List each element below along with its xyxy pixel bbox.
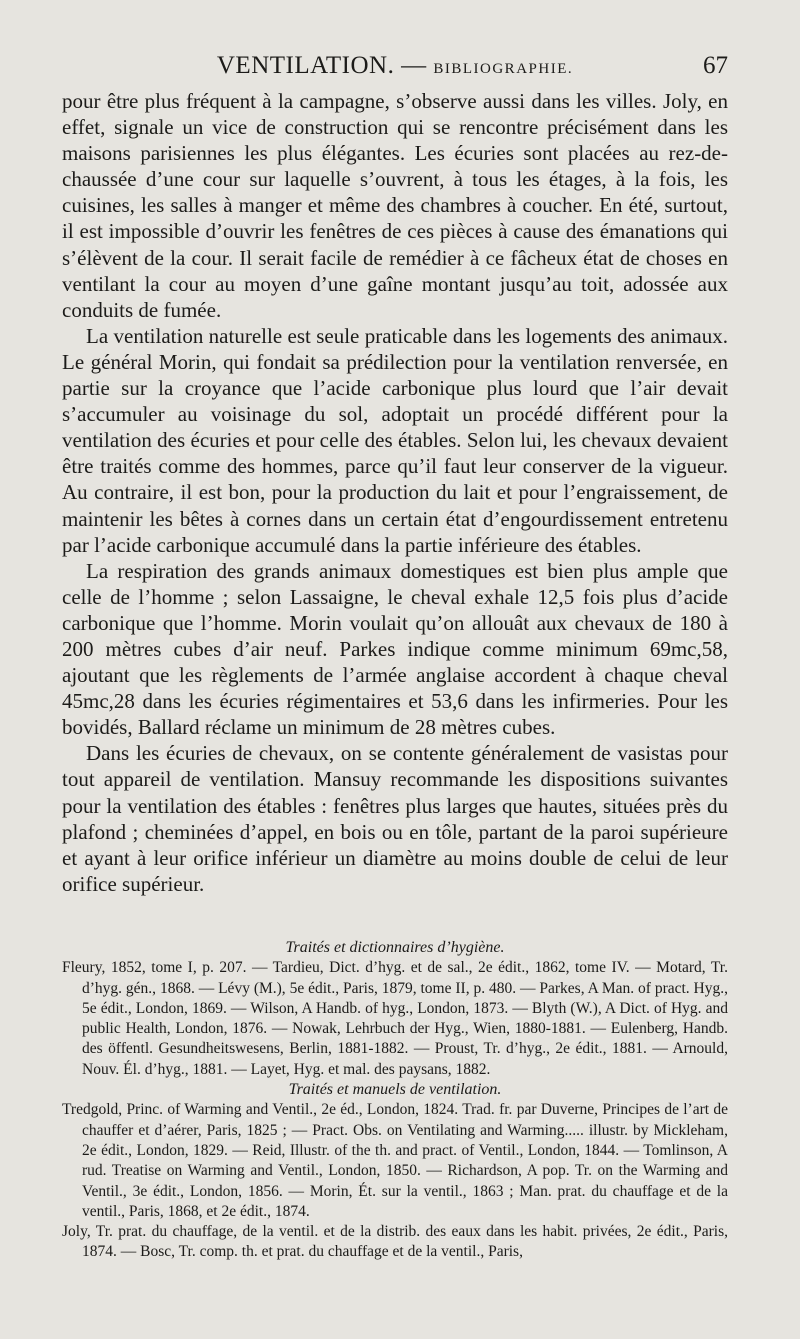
running-title-main: VENTILATION. — (216, 52, 434, 79)
running-header (62, 52, 728, 86)
bibliography (62, 938, 728, 1263)
bibliography-entry: Fleury, 1852, tome I, p. 207. — Tardieu, Dict. d’hyg. et de sal., 2e édit., 1862, tome IV. — Motard, Tr. d’hyg. gén., 1868. — Lévy (M.), 5e édit., Paris, 1879, tome II, p. 480. — Parkes, A Man. of pract. Hyg., 5e édit., London, 1869. — Wilson, A Handb. of hyg., London, 1873. — Blyth (W.), A Dict. of Hyg. and public Health, London, 1876. — Nowak, Lehrbuch der Hyg., Wien, 1880-1881. — Eulenberg, Handb. des öffentl. Gesundheitswesens, Berlin, 1881-1882. — Proust, Tr. d’hyg., 2e édit., 1881. — Arnould, Nouv. Él. d’hyg., 1881. — Layet, Hyg. et mal. des paysans, 1882. (62, 959, 728, 1078)
bibliography-entry: Joly, Tr. prat. du chauffage, de la ventil. et de la distrib. des eaux dans les habit. privées, 2e édit., Paris, 1874. — Bosc, Tr. comp. th. et prat. du chauffage et de la ventil., Paris, (62, 1223, 728, 1261)
running-title-section: BIBLIOGRAPHIE. (433, 61, 574, 77)
paragraph: La ventilation naturelle est seule praticable dans les logements des animaux. Le général Morin, qui fondait sa prédilection pour la ventilation renversée, en partie sur la croyance que l’acide carbonique plus lourd que l’air devait s’accumuler au voisinage du sol, adoptait un procédé différent pour la ventilation des écuries et pour celle des étables. Selon lui, les chevaux devaient être traités comme des hommes, parce qu’il faut leur conserver de la vigueur. Au contraire, il est bon, pour la production du lait et pour l’engraissement, de maintenir les bêtes à cornes dans un certain état d’engourdissement entretenu par l’acide carbonique accumulé dans la partie inférieure des étables. (62, 323, 728, 557)
paragraph: pour être plus fréquent à la campagne, s’observe aussi dans les villes. Joly, en effet, signale un vice de construction qui se rencontre précisément dans les maisons parisiennes les plus élégantes. Les écuries sont placées au rez-de-chaussée d’une cour sur laquelle s’ouvrent, à tous les étages, à la fois, les cuisines, les salles à manger et même des chambres à coucher. En été, surtout, il est impossible d’ouvrir les fenêtres de ces pièces à cause des émanations qui s’élèvent de la cour. Il serait facile de remédier à ce fâcheux état de choses en ventilant la cour au moyen d’une gaîne montant jusqu’au toit, adossée aux conduits de fumée. (62, 89, 728, 322)
bibliography-heading-hygiene: Traités et dictionnaires d’hygiène. (285, 939, 505, 956)
paragraph: La respiration des grands animaux domestiques est bien plus ample que celle de l’homme ; selon Lassaigne, le cheval exhale 12,5 fois plus d’acide carbonique que l’homme. Morin voulait qu’on allouât aux chevaux de 180 à 200 mètres cubes d’air neuf. Parkes indique comme minimum 69mc,58, ajoutant que les règlements de l’armée anglaise accordent à chaque cheval 45mc,28 dans les écuries régimentaires et 53,6 dans les infirmeries. Pour les bovidés, Ballard réclame un minimum de 28 mètres cubes. (62, 558, 728, 740)
bibliography-heading-ventilation: Traités et manuels de ventilation. (288, 1081, 502, 1099)
page-number: 67 (703, 52, 728, 79)
body-text (62, 88, 728, 897)
bibliography-entry: Tredgold, Princ. of Warming and Ventil., 2e éd., London, 1824. Trad. fr. par Duverne, Principes de l’art de chauffer et d’aérer, Paris, 1825 ; — Pract. Obs. on Ventilating and Warming..... illustr. by Mickleham, 2e édit., London, 1829. — Reid, Illustr. of the th. and pract. of Ventil., London, 1844. — Tomlinson, A rud. Treatise on Warming and Ventil., London, 1850. — Richardson, A pop. Tr. on the Warming and Ventil., 3e édit., London, 1856. — Morin, Ét. sur la ventil., 1863 ; Man. prat. du chauffage et de la ventil., Paris, 1868, et 2e édit., 1874. (62, 1101, 728, 1220)
paragraph: Dans les écuries de chevaux, on se contente généralement de vasistas pour tout appareil de ventilation. Mansuy recommande les dispositions suivantes pour la ventilation des étables : fenêtres plus larges que hautes, situées près du plafond ; cheminées d’appel, en bois ou en tôle, partant de la paroi supérieure et ayant à leur orifice inférieur un diamètre au moins double de celui de leur orifice supérieur. (62, 741, 728, 896)
running-title (62, 52, 728, 80)
